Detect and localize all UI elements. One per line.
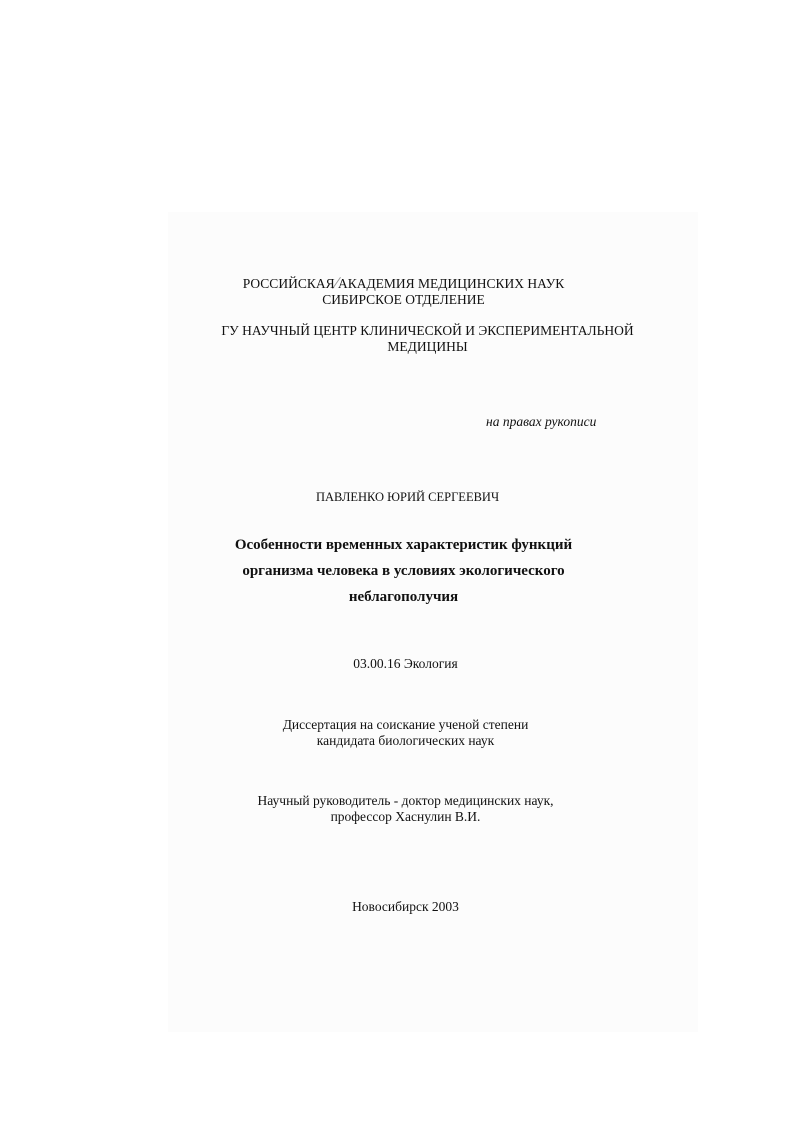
thesis-title-line-2: организма человека в условиях экологического [242, 563, 565, 579]
institution-line-3: ГУ НАУЧНЫЙ ЦЕНТР КЛИНИЧЕСКОЙ И ЭКСПЕРИМЕНТАЛЬНОЙ [221, 323, 634, 338]
supervisor-line-1: Научный руководитель - доктор медицинских наук, [257, 793, 554, 808]
institution-line-4: МЕДИЦИНЫ [387, 339, 468, 354]
thesis-title-line-3: неблагополучия [348, 589, 459, 605]
degree-line-1: Диссертация на соискание ученой степени [282, 717, 529, 732]
specialty-code: 03.00.16 Экология [353, 656, 458, 671]
institution-line-1: РОССИЙСКАЯ АКАДЕМИЯ МЕДИЦИНСКИХ НАУК [242, 276, 565, 291]
manuscript-rights-note: на правах рукописи [486, 414, 597, 429]
thesis-title-line-1: Особенности временных характеристик функций [234, 537, 573, 553]
supervisor-line-2: профессор Хаснулин В.И. [330, 809, 481, 824]
degree-line-2: кандидата биологических наук [316, 733, 495, 748]
author-name: ПАВЛЕНКО ЮРИЙ СЕРГЕЕВИЧ [315, 490, 500, 504]
place-and-year: Новосибирск 2003 [352, 899, 459, 914]
institution-line-2: СИБИРСКОЕ ОТДЕЛЕНИЕ [322, 292, 485, 307]
